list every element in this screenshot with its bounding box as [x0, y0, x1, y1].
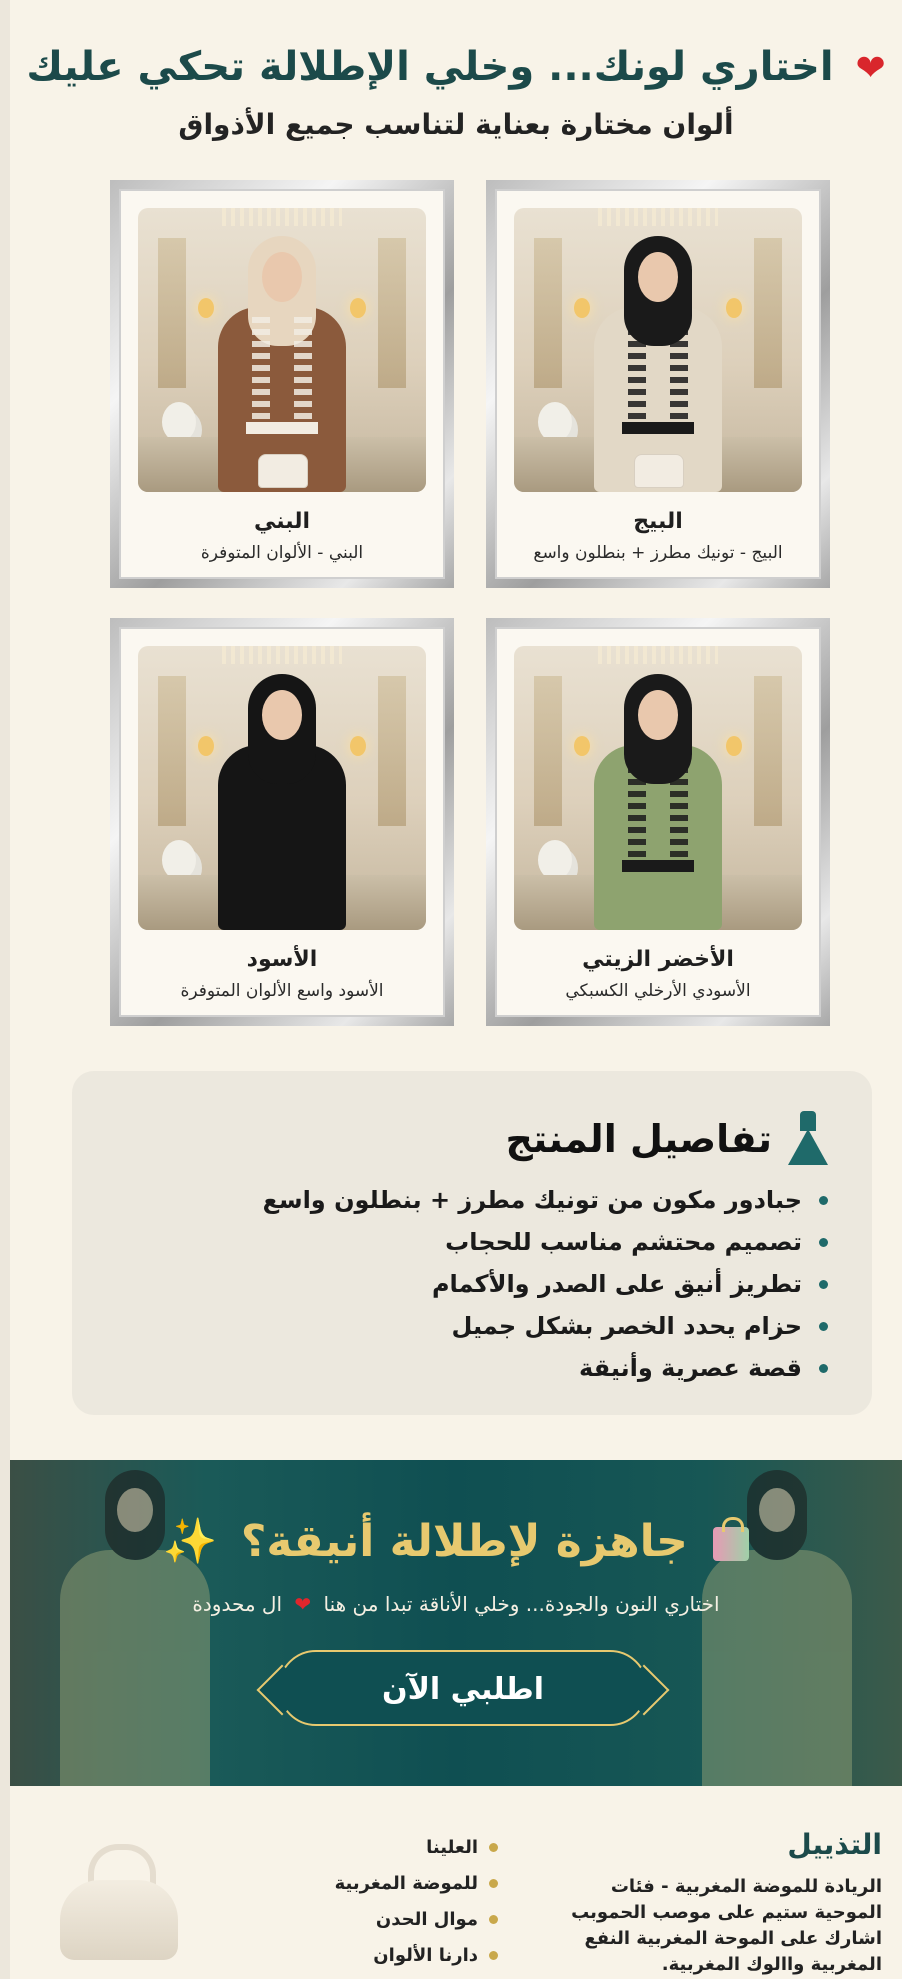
product-name: البيج: [633, 509, 683, 534]
page-title: [10, 44, 902, 90]
product-photo: [138, 646, 426, 930]
details-item: تصميم محتشم مناسب للحجاب: [263, 1221, 830, 1263]
card-frame: [495, 189, 821, 579]
product-description: البيج - تونيك مطرز + بنطلون واسع: [533, 543, 783, 563]
banner-title: [10, 1515, 902, 1567]
product-name: البني: [253, 509, 311, 534]
card-frame: [495, 627, 821, 1017]
product-photo: [138, 208, 426, 492]
details-item: حزام يحدد الخصر بشكل جميل: [263, 1305, 830, 1347]
product-card-olive[interactable]: [486, 618, 830, 1026]
product-photo: [514, 208, 802, 492]
footer-link[interactable]: موال الحدن: [260, 1902, 500, 1938]
footer-link[interactable]: دارنا الألوان: [260, 1938, 500, 1974]
page-title-text: اختاري لونك... وخلي الإطلالة تحكي عليك: [26, 44, 834, 90]
footer-link[interactable]: للموضة المغربية: [260, 1866, 500, 1902]
shopping-bag-icon: [713, 1527, 749, 1561]
footer-links: [260, 1830, 500, 1974]
heart-icon: ❤: [294, 1592, 312, 1616]
footer-link[interactable]: العلينا: [260, 1830, 500, 1866]
details-heading: [506, 1111, 830, 1167]
order-now-button[interactable]: اطلبي الآن: [278, 1650, 648, 1726]
product-description: الأسودي الأرخلي الكسبكي: [565, 981, 751, 1001]
sparkle-icon: ✨: [162, 1516, 218, 1567]
product-photo: [514, 646, 802, 930]
handbag-image: [60, 1844, 180, 1962]
banner-subtitle-tail: ال محدودة: [192, 1592, 283, 1616]
product-name: الأخضر الزيتي: [582, 947, 734, 972]
promo-banner: [10, 1460, 902, 1786]
footer-description: الريادة للموضة المغربية - فئات الموحية ستيم على موصب الحموبب اشارك على الموحة المغربية النفع المغربية واالوك المغربية.: [571, 1876, 882, 1975]
details-item: قصة عصرية وأنيقة: [263, 1347, 830, 1389]
details-item: تطريز أنيق على الصدر والأكمام: [263, 1263, 830, 1305]
product-details-panel: [72, 1071, 872, 1415]
product-card-black[interactable]: [110, 618, 454, 1026]
product-name: الأسود: [246, 947, 318, 972]
product-card-brown[interactable]: [110, 180, 454, 588]
banner-subtitle-text: اختاري النون والجودة... وخلي الأناقة تبدا من هنا: [323, 1592, 720, 1616]
banner-subtitle: [10, 1592, 902, 1616]
card-frame: [119, 627, 445, 1017]
heart-icon: ❤: [855, 48, 886, 89]
dress-icon: [786, 1111, 830, 1167]
landing-page: [10, 0, 902, 1979]
banner-title-text: جاهزة لإطلالة أنيقة؟: [240, 1516, 688, 1567]
product-card-beige[interactable]: [486, 180, 830, 588]
footer-title: التذييل: [787, 1828, 882, 1861]
page-subtitle: ألوان مختارة بعناية لتناسب جميع الأذواق: [178, 108, 734, 141]
details-list: [263, 1179, 830, 1389]
card-frame: [119, 189, 445, 579]
product-description: البني - الألوان المتوفرة: [200, 543, 364, 563]
details-item: جبادور مكون من تونيك مطرز + بنطلون واسع: [263, 1179, 830, 1221]
details-title-text: تفاصيل المنتج: [505, 1117, 772, 1161]
product-description: الأسود واسع الألوان المتوفرة: [180, 981, 384, 1001]
